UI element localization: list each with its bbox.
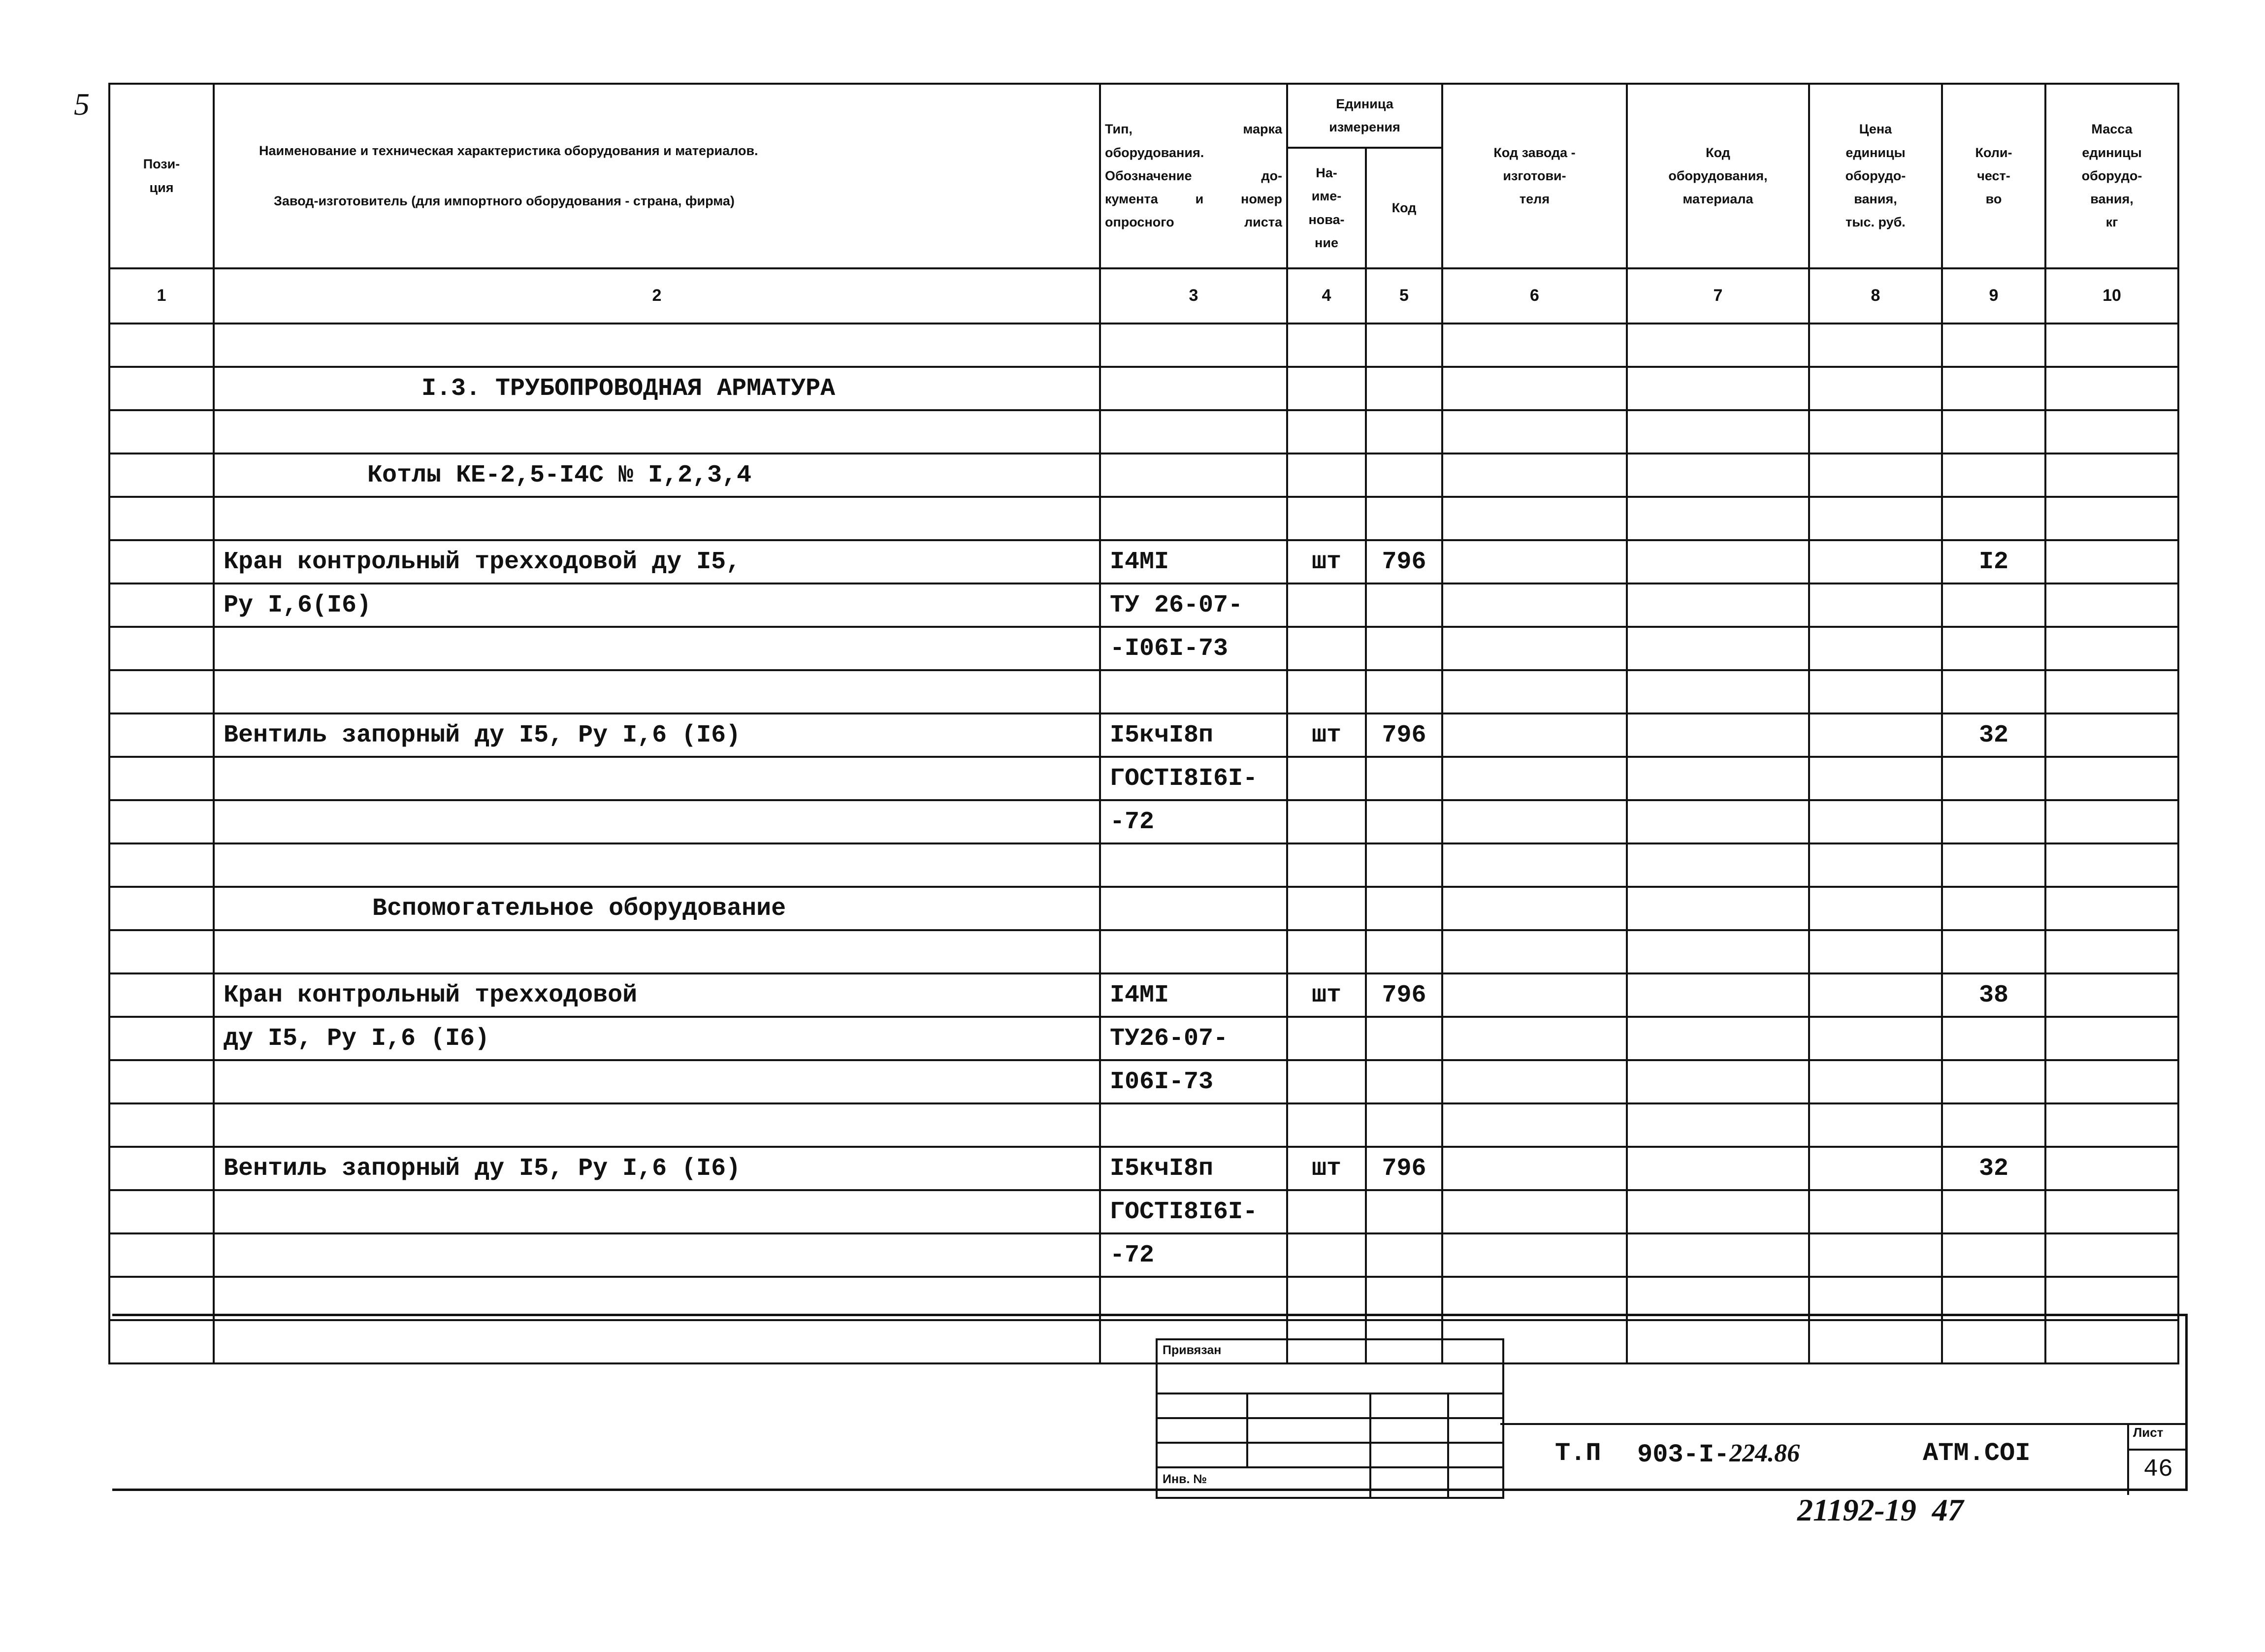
cell-type [1100, 887, 1287, 930]
cell-price [1809, 1060, 1942, 1103]
cell-unit-name [1287, 887, 1366, 930]
cell-name [214, 1190, 1100, 1233]
cell-type: I4МI [1100, 540, 1287, 583]
cell-mass [2045, 843, 2178, 887]
cell-type: I5кчI8п [1100, 1147, 1287, 1190]
cell-equipment-code [1627, 1103, 1809, 1147]
table-row [109, 1147, 2178, 1190]
cell-unit-name [1287, 1233, 1366, 1277]
cell-price [1809, 973, 1942, 1017]
sheet-label: Лист [2133, 1425, 2164, 1440]
cell-quantity [1942, 453, 2045, 497]
table-row [109, 1233, 2178, 1277]
table-row [109, 713, 2178, 757]
cell-name: Вентиль запорный ду I5, Ру I,6 (I6) [214, 1147, 1100, 1190]
cell-unit-code [1366, 1103, 1442, 1147]
cell-position [109, 1060, 214, 1103]
cell-equipment-code [1627, 930, 1809, 973]
cell-plant-code [1442, 410, 1627, 453]
cell-name [214, 800, 1100, 843]
cell-quantity: 38 [1942, 973, 2045, 1017]
cell-unit-code [1366, 930, 1442, 973]
cell-type [1100, 324, 1287, 367]
tp-label: Т.П [1555, 1439, 1601, 1468]
cell-quantity [1942, 1190, 2045, 1233]
cell-plant-code [1442, 540, 1627, 583]
stamp-divider [1447, 1393, 1449, 1497]
table-row [109, 1017, 2178, 1060]
cell-unit-code [1366, 324, 1442, 367]
cell-mass [2045, 1147, 2178, 1190]
cell-unit-code [1366, 583, 1442, 627]
cell-equipment-code [1627, 670, 1809, 713]
cell-unit-code: 796 [1366, 1147, 1442, 1190]
cell-name: Ру I,6(I6) [214, 583, 1100, 627]
cell-plant-code [1442, 453, 1627, 497]
cell-equipment-code [1627, 800, 1809, 843]
cell-quantity [1942, 670, 2045, 713]
cell-equipment-code [1627, 367, 1809, 410]
stamp-divider [1158, 1442, 1502, 1444]
cell-unit-name: шт [1287, 973, 1366, 1017]
cell-equipment-code [1627, 1147, 1809, 1190]
cell-equipment-code [1627, 627, 1809, 670]
cell-type [1100, 497, 1287, 540]
cell-unit-name [1287, 757, 1366, 800]
header-type: Тип, марка оборудования. Обозначение до- кумента и номер опросного листа [1100, 84, 1287, 268]
table-row [109, 1060, 2178, 1103]
cell-plant-code [1442, 713, 1627, 757]
cell-name [214, 627, 1100, 670]
cell-plant-code [1442, 1017, 1627, 1060]
cell-quantity [1942, 627, 2045, 670]
cell-name [214, 324, 1100, 367]
cell-plant-code [1442, 800, 1627, 843]
cell-unit-name: шт [1287, 1147, 1366, 1190]
inventory-label: Инв. № [1163, 1472, 1207, 1486]
cell-unit-code [1366, 757, 1442, 800]
cell-quantity [1942, 843, 2045, 887]
table-row [109, 410, 2178, 453]
cell-type [1100, 930, 1287, 973]
cell-position [109, 410, 214, 453]
cell-position [109, 1017, 214, 1060]
cell-mass [2045, 497, 2178, 540]
table-row [109, 583, 2178, 627]
cell-unit-name [1287, 843, 1366, 887]
cell-price [1809, 1233, 1942, 1277]
cell-mass [2045, 367, 2178, 410]
archive-number: 21192-19 47 [1797, 1492, 1964, 1527]
cell-position [109, 540, 214, 583]
cell-position [109, 1103, 214, 1147]
cell-mass [2045, 324, 2178, 367]
table-row [109, 453, 2178, 497]
cell-type: -72 [1100, 1233, 1287, 1277]
cell-position [109, 453, 214, 497]
title-block-frame [112, 1314, 2188, 1491]
stamp-divider [1246, 1393, 1248, 1466]
table-row [109, 800, 2178, 843]
cell-name [214, 670, 1100, 713]
cell-mass [2045, 1233, 2178, 1277]
cell-equipment-code [1627, 1017, 1809, 1060]
cell-equipment-code [1627, 757, 1809, 800]
header-mass: Масса единицы оборудо- вания, кг [2045, 84, 2178, 268]
cell-equipment-code [1627, 713, 1809, 757]
column-number: 2 [214, 268, 1100, 324]
header-plant-code: Код завода - изготови- теля [1442, 84, 1627, 268]
cell-name: ду I5, Ру I,6 (I6) [214, 1017, 1100, 1060]
header-unit-group: Единица измерения [1287, 84, 1442, 148]
cell-mass [2045, 713, 2178, 757]
cell-unit-name [1287, 410, 1366, 453]
binding-stamp [1156, 1338, 1504, 1499]
cell-price [1809, 540, 1942, 583]
cell-unit-name: шт [1287, 540, 1366, 583]
stamp-divider [1158, 1417, 1502, 1419]
header-position: Пози- ция [109, 84, 214, 268]
cell-plant-code [1442, 887, 1627, 930]
cell-unit-name [1287, 1103, 1366, 1147]
cell-unit-name [1287, 627, 1366, 670]
cell-name: Котлы КЕ-2,5-I4С № I,2,3,4 [214, 453, 1100, 497]
cell-unit-code [1366, 887, 1442, 930]
cell-price [1809, 1190, 1942, 1233]
cell-quantity [1942, 1017, 2045, 1060]
table-row [109, 540, 2178, 583]
cell-price [1809, 453, 1942, 497]
cell-name [214, 497, 1100, 540]
cell-unit-code: 796 [1366, 540, 1442, 583]
cell-quantity: 32 [1942, 1147, 2045, 1190]
cell-name: Кран контрольный трехходовой ду I5, [214, 540, 1100, 583]
table-row [109, 367, 2178, 410]
cell-mass [2045, 670, 2178, 713]
header-equipment-code: Код оборудования, материала [1627, 84, 1809, 268]
cell-type [1100, 410, 1287, 453]
cell-price [1809, 583, 1942, 627]
cell-unit-code [1366, 367, 1442, 410]
cell-mass [2045, 930, 2178, 973]
cell-type: I06I-73 [1100, 1060, 1287, 1103]
cell-plant-code [1442, 583, 1627, 627]
cell-name: I.3. ТРУБОПРОВОДНАЯ АРМАТУРА [214, 367, 1100, 410]
column-number: 5 [1366, 268, 1442, 324]
cell-position [109, 843, 214, 887]
cell-type: -72 [1100, 800, 1287, 843]
cell-equipment-code [1627, 1233, 1809, 1277]
title-block-divider [1500, 1423, 2188, 1425]
cell-plant-code [1442, 497, 1627, 540]
header-name: Наименование и техническая характеристика оборудования и материалов. Завод-изготовитель (для импортного оборудования - страна, фирма) [214, 84, 1100, 268]
header-unit-name: На- име- нова- ние [1287, 148, 1366, 268]
page-corner-number: 5 [74, 87, 90, 122]
cell-unit-name [1287, 583, 1366, 627]
cell-price [1809, 1147, 1942, 1190]
cell-plant-code [1442, 1233, 1627, 1277]
table-row [109, 973, 2178, 1017]
cell-quantity [1942, 367, 2045, 410]
cell-price [1809, 1017, 1942, 1060]
cell-unit-code [1366, 1233, 1442, 1277]
cell-plant-code [1442, 843, 1627, 887]
cell-unit-code: 796 [1366, 973, 1442, 1017]
cell-price [1809, 627, 1942, 670]
column-number: 6 [1442, 268, 1627, 324]
cell-type [1100, 1103, 1287, 1147]
table-row [109, 1103, 2178, 1147]
cell-plant-code [1442, 930, 1627, 973]
cell-price [1809, 757, 1942, 800]
cell-name [214, 410, 1100, 453]
cell-type: I4МI [1100, 973, 1287, 1017]
header-price: Цена единицы оборудо- вания, тыс. руб. [1809, 84, 1942, 268]
header-quantity: Коли- чест- во [1942, 84, 2045, 268]
sheet-divider [2129, 1449, 2187, 1451]
table-row [109, 670, 2178, 713]
column-number: 7 [1627, 268, 1809, 324]
cell-plant-code [1442, 627, 1627, 670]
cell-mass [2045, 973, 2178, 1017]
table-row [109, 930, 2178, 973]
cell-unit-code [1366, 800, 1442, 843]
cell-mass [2045, 583, 2178, 627]
cell-plant-code [1442, 973, 1627, 1017]
cell-quantity [1942, 1233, 2045, 1277]
cell-unit-name [1287, 1017, 1366, 1060]
table-row [109, 757, 2178, 800]
cell-unit-name [1287, 670, 1366, 713]
cell-mass [2045, 540, 2178, 583]
cell-price [1809, 367, 1942, 410]
cell-plant-code [1442, 324, 1627, 367]
cell-position [109, 627, 214, 670]
cell-position [109, 800, 214, 843]
cell-position [109, 930, 214, 973]
cell-unit-code [1366, 1060, 1442, 1103]
cell-unit-name [1287, 1060, 1366, 1103]
stamp-divider [1158, 1466, 1502, 1468]
cell-plant-code [1442, 1190, 1627, 1233]
table-row [109, 843, 2178, 887]
cell-name: Кран контрольный трехходовой [214, 973, 1100, 1017]
cell-price [1809, 410, 1942, 453]
cell-type: ТУ 26-07- [1100, 583, 1287, 627]
cell-name [214, 1060, 1100, 1103]
cell-position [109, 367, 214, 410]
cell-mass [2045, 1017, 2178, 1060]
cell-price [1809, 887, 1942, 930]
table-row [109, 1190, 2178, 1233]
cell-unit-code [1366, 410, 1442, 453]
cell-unit-name [1287, 453, 1366, 497]
project-number: 903-I-224.86 [1637, 1439, 1800, 1469]
cell-equipment-code [1627, 973, 1809, 1017]
cell-equipment-code [1627, 497, 1809, 540]
cell-price [1809, 930, 1942, 973]
cell-unit-code [1366, 1190, 1442, 1233]
cell-mass [2045, 757, 2178, 800]
cell-quantity [1942, 583, 2045, 627]
cell-equipment-code [1627, 583, 1809, 627]
cell-type: ТУ26-07- [1100, 1017, 1287, 1060]
cell-unit-name [1287, 367, 1366, 410]
column-number: 3 [1100, 268, 1287, 324]
cell-unit-code: 796 [1366, 713, 1442, 757]
cell-unit-code [1366, 627, 1442, 670]
cell-position [109, 887, 214, 930]
cell-unit-name [1287, 497, 1366, 540]
cell-quantity [1942, 800, 2045, 843]
cell-equipment-code [1627, 324, 1809, 367]
cell-unit-name: шт [1287, 713, 1366, 757]
cell-name: Вспомогательное оборудование [214, 887, 1100, 930]
header-unit-code: Код [1366, 148, 1442, 268]
cell-mass [2045, 1060, 2178, 1103]
column-number: 10 [2045, 268, 2178, 324]
column-number: 1 [109, 268, 214, 324]
table-row [109, 324, 2178, 367]
cell-name [214, 1103, 1100, 1147]
table-row [109, 887, 2178, 930]
cell-equipment-code [1627, 410, 1809, 453]
cell-unit-name [1287, 324, 1366, 367]
cell-position [109, 324, 214, 367]
specification-table [108, 83, 2179, 1364]
cell-quantity: I2 [1942, 540, 2045, 583]
cell-mass [2045, 800, 2178, 843]
cell-quantity: 32 [1942, 713, 2045, 757]
cell-quantity [1942, 324, 2045, 367]
cell-quantity [1942, 1103, 2045, 1147]
cell-equipment-code [1627, 453, 1809, 497]
specification-body [109, 324, 2178, 1363]
cell-position [109, 1190, 214, 1233]
cell-position [109, 1233, 214, 1277]
cell-quantity [1942, 497, 2045, 540]
cell-name [214, 930, 1100, 973]
cell-equipment-code [1627, 887, 1809, 930]
table-row [109, 627, 2178, 670]
cell-quantity [1942, 757, 2045, 800]
cell-price [1809, 497, 1942, 540]
cell-price [1809, 1103, 1942, 1147]
cell-plant-code [1442, 1103, 1627, 1147]
cell-name: Вентиль запорный ду I5, Ру I,6 (I6) [214, 713, 1100, 757]
column-number: 8 [1809, 268, 1942, 324]
cell-position [109, 713, 214, 757]
column-number: 4 [1287, 268, 1366, 324]
cell-unit-name [1287, 800, 1366, 843]
cell-mass [2045, 1103, 2178, 1147]
cell-unit-name [1287, 1190, 1366, 1233]
cell-type [1100, 367, 1287, 410]
cell-plant-code [1442, 1060, 1627, 1103]
cell-mass [2045, 453, 2178, 497]
cell-price [1809, 843, 1942, 887]
cell-type [1100, 453, 1287, 497]
cell-name [214, 843, 1100, 887]
cell-type: I5кчI8п [1100, 713, 1287, 757]
cell-type: -I06I-73 [1100, 627, 1287, 670]
cell-quantity [1942, 1060, 2045, 1103]
cell-plant-code [1442, 1147, 1627, 1190]
cell-type: ГОСТI8I6I- [1100, 1190, 1287, 1233]
cell-equipment-code [1627, 843, 1809, 887]
cell-price [1809, 324, 1942, 367]
cell-unit-code [1366, 1017, 1442, 1060]
sheet-number: 46 [2143, 1456, 2173, 1484]
stamp-divider [1158, 1393, 1502, 1394]
cell-unit-code [1366, 497, 1442, 540]
cell-unit-code [1366, 670, 1442, 713]
cell-mass [2045, 887, 2178, 930]
cell-quantity [1942, 930, 2045, 973]
cell-mass [2045, 410, 2178, 453]
cell-equipment-code [1627, 540, 1809, 583]
cell-equipment-code [1627, 1060, 1809, 1103]
cell-price [1809, 800, 1942, 843]
cell-name [214, 757, 1100, 800]
cell-equipment-code [1627, 1190, 1809, 1233]
table-row [109, 497, 2178, 540]
cell-quantity [1942, 887, 2045, 930]
cell-plant-code [1442, 670, 1627, 713]
cell-position [109, 670, 214, 713]
cell-plant-code [1442, 757, 1627, 800]
cell-position [109, 583, 214, 627]
cell-position [109, 1147, 214, 1190]
cell-position [109, 973, 214, 1017]
cell-quantity [1942, 410, 2045, 453]
sheet-box [2127, 1423, 2187, 1495]
cell-mass [2045, 1190, 2178, 1233]
cell-price [1809, 713, 1942, 757]
cell-unit-code [1366, 843, 1442, 887]
linked-label: Привязан [1163, 1343, 1222, 1357]
stamp-divider [1369, 1393, 1371, 1497]
cell-position [109, 497, 214, 540]
cell-unit-code [1366, 453, 1442, 497]
column-number: 9 [1942, 268, 2045, 324]
cell-type [1100, 670, 1287, 713]
document-code: АТМ.СОI [1923, 1439, 2031, 1468]
cell-plant-code [1442, 367, 1627, 410]
cell-type: ГОСТI8I6I- [1100, 757, 1287, 800]
cell-mass [2045, 627, 2178, 670]
cell-price [1809, 670, 1942, 713]
cell-name [214, 1233, 1100, 1277]
cell-position [109, 757, 214, 800]
cell-unit-name [1287, 930, 1366, 973]
cell-type [1100, 843, 1287, 887]
